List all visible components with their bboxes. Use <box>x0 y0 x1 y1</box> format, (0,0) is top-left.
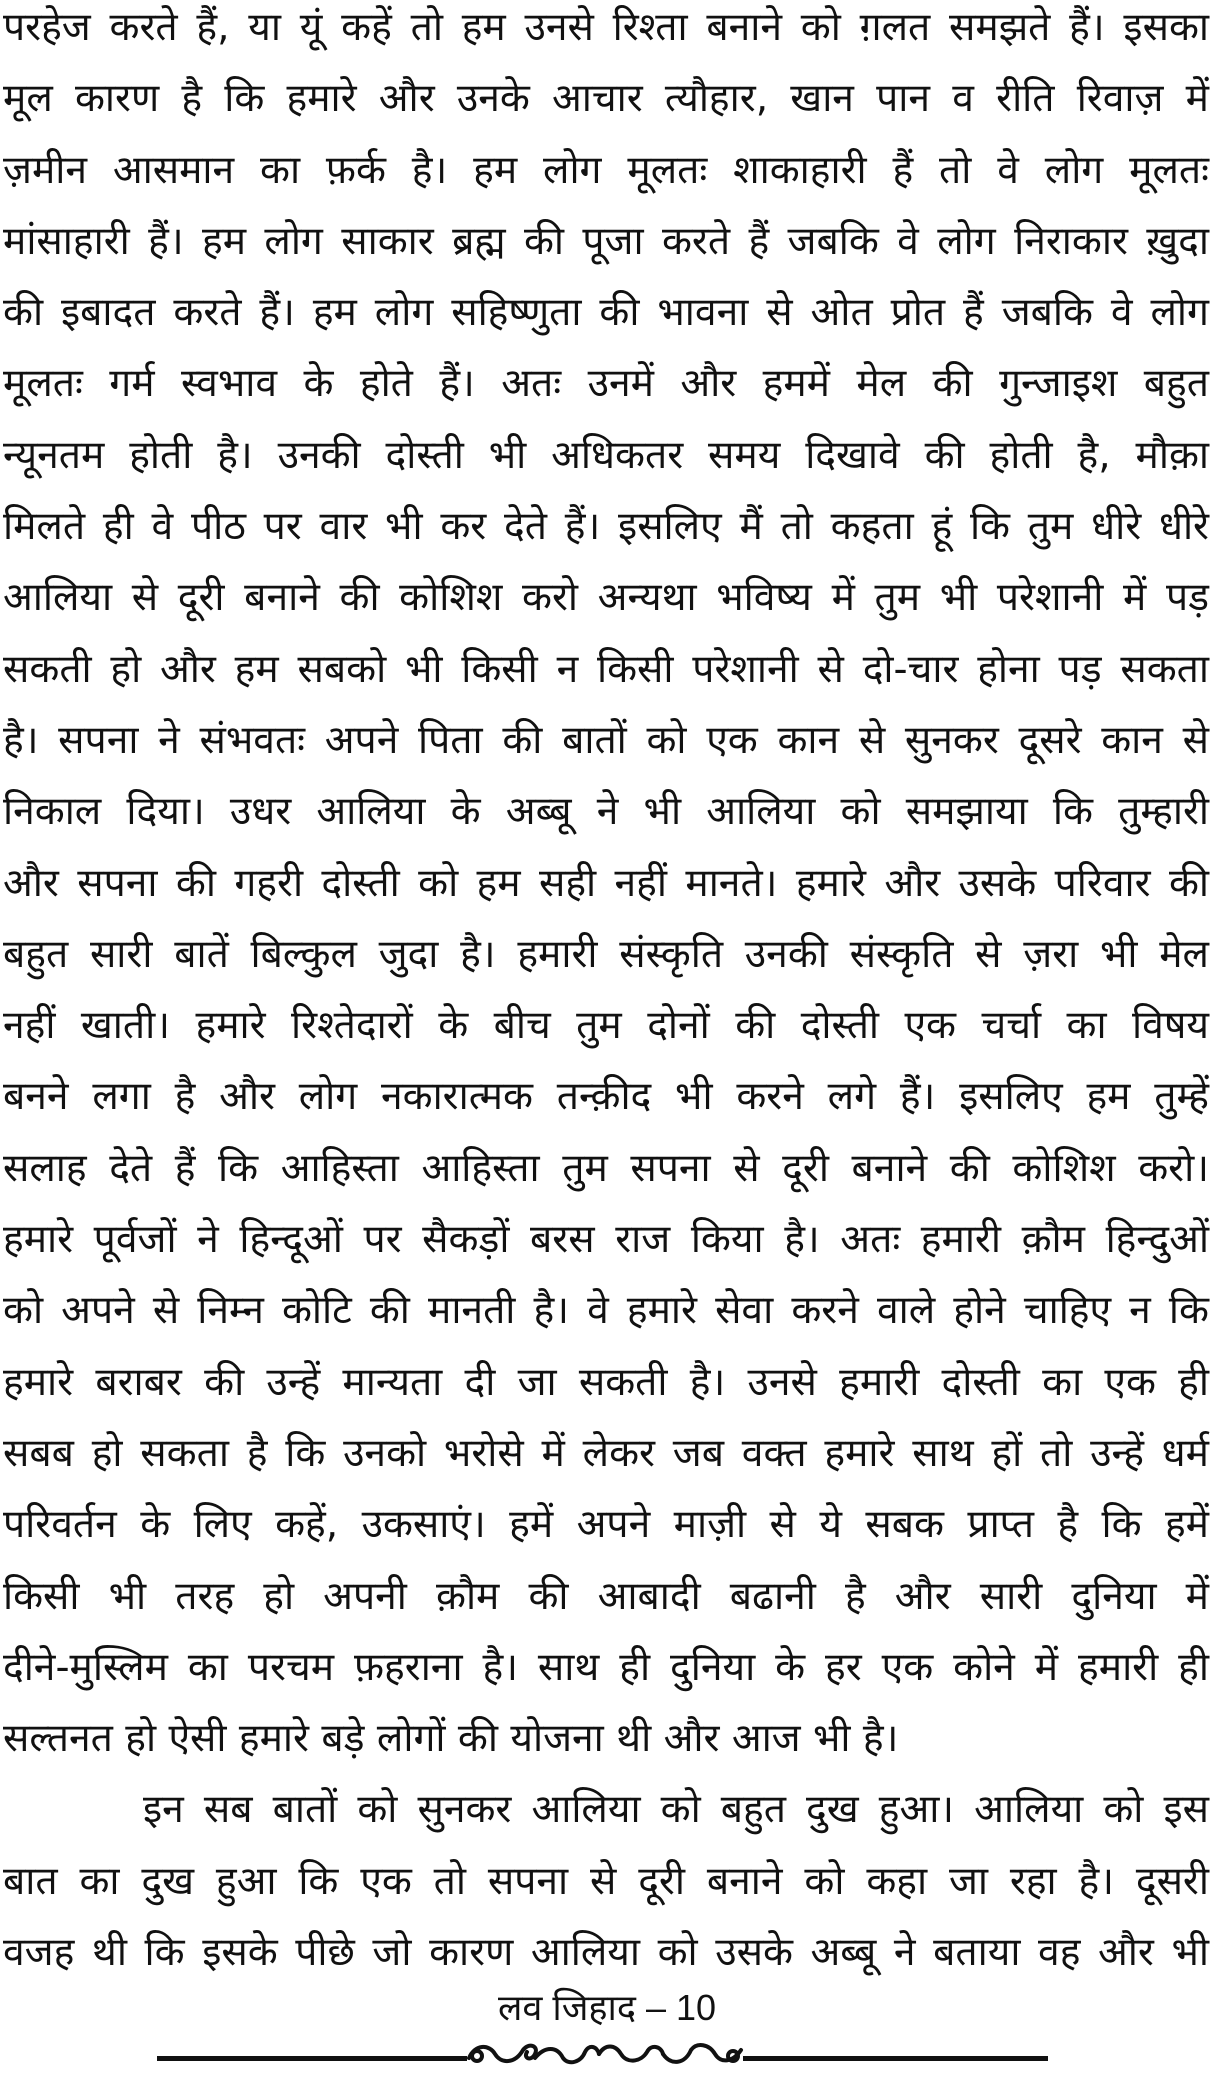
text-line: सकती हो और हम सबको भी किसी न किसी परेशानी से दो-चार होना पड़ सकता <box>3 646 1209 692</box>
text-line: मांसाहारी हैं। हम लोग साकार ब्रह्म की पूजा करते हैं जबकि वे लोग निराकार ख़ुदा <box>3 218 1209 264</box>
text-line: निकाल दिया। उधर आलिया के अब्बू ने भी आलिया को समझाया कि तुम्हारी <box>3 789 1209 835</box>
text-line: मिलते ही वे पीठ पर वार भी कर देते हैं। इसलिए मैं तो कहता हूं कि तुम धीरे धीरे <box>3 504 1209 550</box>
text-line: नहीं खाती। हमारे रिश्तेदारों के बीच तुम दोनों की दोस्ती एक चर्चा का विषय <box>3 1003 1209 1049</box>
paragraph-end-line: सल्तनत हो ऐसी हमारे बड़े लोगों की योजना थी और आज भी है। <box>3 1716 899 1762</box>
text-line: परिवर्तन के लिए कहें, उकसाएं। हमें अपने माज़ी से ये सबक प्राप्त है कि हमें <box>3 1502 1209 1548</box>
text-line: परहेज करते हैं, या यूं कहें तो हम उनसे रिश्ता बनाने को ग़लत समझते हैं। इसका <box>3 5 1209 50</box>
paragraph-start-line: इन सब बातों को सुनकर आलिया को बहुत दुख हुआ। आलिया को इस <box>143 1787 1209 1833</box>
text-line: बात का दुख हुआ कि एक तो सपना से दूरी बनाने को कहा जा रहा है। दूसरी <box>3 1858 1209 1904</box>
text-line: दीने-मुस्लिम का परचम फ़हराना है। साथ ही दुनिया के हर एक कोने में हमारी ही <box>3 1644 1209 1690</box>
text-line: मूल कारण है कि हमारे और उनके आचार त्यौहार, खान पान व रीति रिवाज़ में <box>3 76 1209 122</box>
text-line: न्यूनतम होती है। उनकी दोस्ती भी अधिकतर समय दिखावे की होती है, मौक़ा <box>3 432 1209 478</box>
footer-rule-right <box>743 2056 1048 2061</box>
text-line: मूलतः गर्म स्वभाव के होते हैं। अतः उनमें और हममें मेल की गुन्जाइश बहुत <box>3 361 1209 407</box>
text-line: ज़मीन आसमान का फ़र्क है। हम लोग मूलतः शाकाहारी हैं तो वे लोग मूलतः <box>3 147 1209 193</box>
text-line: आलिया से दूरी बनाने की कोशिश करो अन्यथा भविष्य में तुम भी परेशानी में पड़ <box>3 575 1209 621</box>
text-line: की इबादत करते हैं। हम लोग सहिष्णुता की भावना से ओत प्रोत हैं जबकि वे लोग <box>3 290 1209 336</box>
text-line: और सपना की गहरी दोस्ती को हम सही नहीं मानते। हमारे और उसके परिवार की <box>3 860 1209 906</box>
text-line: किसी भी तरह हो अपनी क़ौम की आबादी बढानी है और सारी दुनिया में <box>3 1573 1209 1619</box>
footer-rule-left <box>157 2056 467 2061</box>
text-line: हमारे बराबर की उन्हें मान्यता दी जा सकती है। उनसे हमारी दोस्ती का एक ही <box>3 1359 1209 1405</box>
body-text <box>3 0 1209 1988</box>
text-line: सबब हो सकता है कि उनको भरोसे में लेकर जब वक्त हमारे साथ हों तो उन्हें धर्म <box>3 1430 1209 1476</box>
text-line: को अपने से निम्न कोटि की मानती है। वे हमारे सेवा करने वाले होने चाहिए न कि <box>3 1288 1209 1334</box>
text-line: बहुत सारी बातें बिल्कुल जुदा है। हमारी संस्कृति उनकी संस्कृति से ज़रा भी मेल <box>3 931 1209 977</box>
text-line: सलाह देते हैं कि आहिस्ता आहिस्ता तुम सपना से दूरी बनाने की कोशिश करो। <box>3 1145 1209 1191</box>
text-line: वजह थी कि इसके पीछे जो कारण आलिया को उसके अब्बू ने बताया वह और भी <box>3 1930 1209 1976</box>
text-line: है। सपना ने संभवतः अपने पिता की बातों को एक कान से सुनकर दूसरे कान से <box>3 717 1209 763</box>
text-line: बनने लगा है और लोग नकारात्मक तन्क़ीद भी करने लगे हैं। इसलिए हम तुम्हें <box>3 1074 1209 1120</box>
footer-page-title: लव जिहाद – 10 <box>497 1987 717 2028</box>
text-line: हमारे पूर्वजों ने हिन्दूओं पर सैकड़ों बरस राज किया है। अतः हमारी क़ौम हिन्दुओं <box>3 1217 1209 1263</box>
footer-ornament-icon <box>465 2036 745 2072</box>
